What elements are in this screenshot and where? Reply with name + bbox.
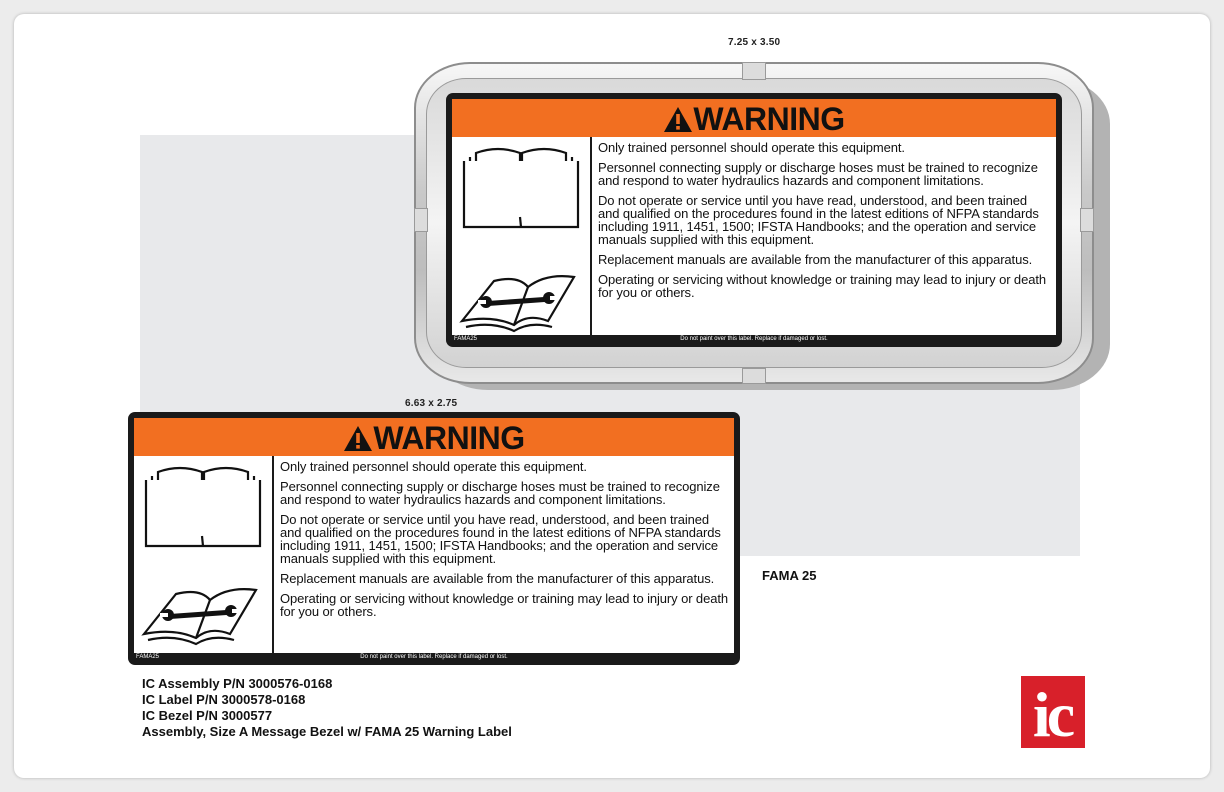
manual-book-icon: [138, 462, 268, 552]
ic-logo: [1021, 676, 1085, 748]
bezel-part-number: IC Bezel P/N 3000577: [142, 708, 273, 723]
warning-paragraph-5: Operating or servicing without knowledge or training may lead to injury or death for you or others.: [280, 591, 728, 619]
warning-paragraph-2: Personnel connecting supply or discharge hoses must be trained to recognize and respond to water hydraulics hazards and component limitations.: [598, 160, 1038, 188]
assembly-description: Assembly, Size A Message Bezel w/ FAMA 25 Warning Label: [142, 724, 512, 739]
warning-text: [280, 460, 728, 653]
footer-note: Do not paint over this label. Replace if damaged or lost.: [360, 654, 508, 660]
warning-label-standalone: [128, 412, 740, 665]
warning-paragraph-5: Operating or servicing without knowledge or training may lead to injury or death for you or others.: [598, 272, 1046, 300]
warning-header: [452, 99, 1056, 139]
manual-book-icon: [456, 143, 586, 233]
warning-triangle-icon: [343, 425, 373, 452]
bezel-notch-bottom: [742, 368, 766, 384]
warning-header: [134, 418, 734, 458]
label-code: FAMA25: [136, 654, 160, 660]
warning-title: WARNING: [693, 101, 845, 137]
service-manual-wrench-icon: [138, 578, 268, 648]
warning-label-bezel: [446, 93, 1062, 347]
icon-column: [134, 456, 274, 653]
warning-body: [134, 456, 734, 653]
warning-text: [598, 141, 1050, 335]
warning-footer: [452, 336, 1056, 346]
label-dimension-label: 6.63 x 2.75: [405, 398, 458, 409]
service-manual-wrench-icon: [456, 265, 586, 335]
warning-paragraph-2: Personnel connecting supply or discharge hoses must be trained to recognize and respond to water hydraulics hazards and component limitations.: [280, 479, 720, 507]
warning-footer: [134, 654, 734, 664]
bezel-notch-right: [1080, 208, 1094, 232]
warning-title: WARNING: [373, 420, 525, 456]
model-name: FAMA 25: [762, 568, 817, 583]
bezel-notch-left: [414, 208, 428, 232]
label-part-number: IC Label P/N 3000578-0168: [142, 692, 306, 707]
warning-triangle-icon: [663, 106, 693, 133]
warning-paragraph-3: Do not operate or service until you have read, understood, and been trained and qualified on the procedures found in the latest editions of NFPA standards including 1911, 1451, 1500; IFSTA Handbooks; and the operation and service manuals supplied with this equipment.: [280, 512, 721, 566]
bezel-notch-top: [742, 62, 766, 80]
bezel-dimension-label: 7.25 x 3.50: [728, 37, 781, 48]
warning-paragraph-4: Replacement manuals are available from the manufacturer of this apparatus.: [598, 252, 1033, 267]
label-code: FAMA25: [454, 336, 478, 342]
part-numbers: [142, 676, 512, 740]
warning-paragraph-4: Replacement manuals are available from the manufacturer of this apparatus.: [280, 571, 715, 586]
warning-paragraph-1: Only trained personnel should operate this equipment.: [598, 140, 905, 155]
ic-logo-text: ic: [1032, 679, 1072, 748]
assembly-part-number: IC Assembly P/N 3000576-0168: [142, 676, 333, 691]
footer-note: Do not paint over this label. Replace if damaged or lost.: [680, 336, 828, 342]
warning-paragraph-3: Do not operate or service until you have read, understood, and been trained and qualified on the procedures found in the latest editions of NFPA standards including 1911, 1451, 1500; IFSTA Handbooks; and the operation and service manuals supplied with this equipment.: [598, 193, 1039, 247]
icon-column: [452, 137, 592, 335]
warning-body: [452, 137, 1056, 335]
warning-paragraph-1: Only trained personnel should operate this equipment.: [280, 459, 587, 474]
